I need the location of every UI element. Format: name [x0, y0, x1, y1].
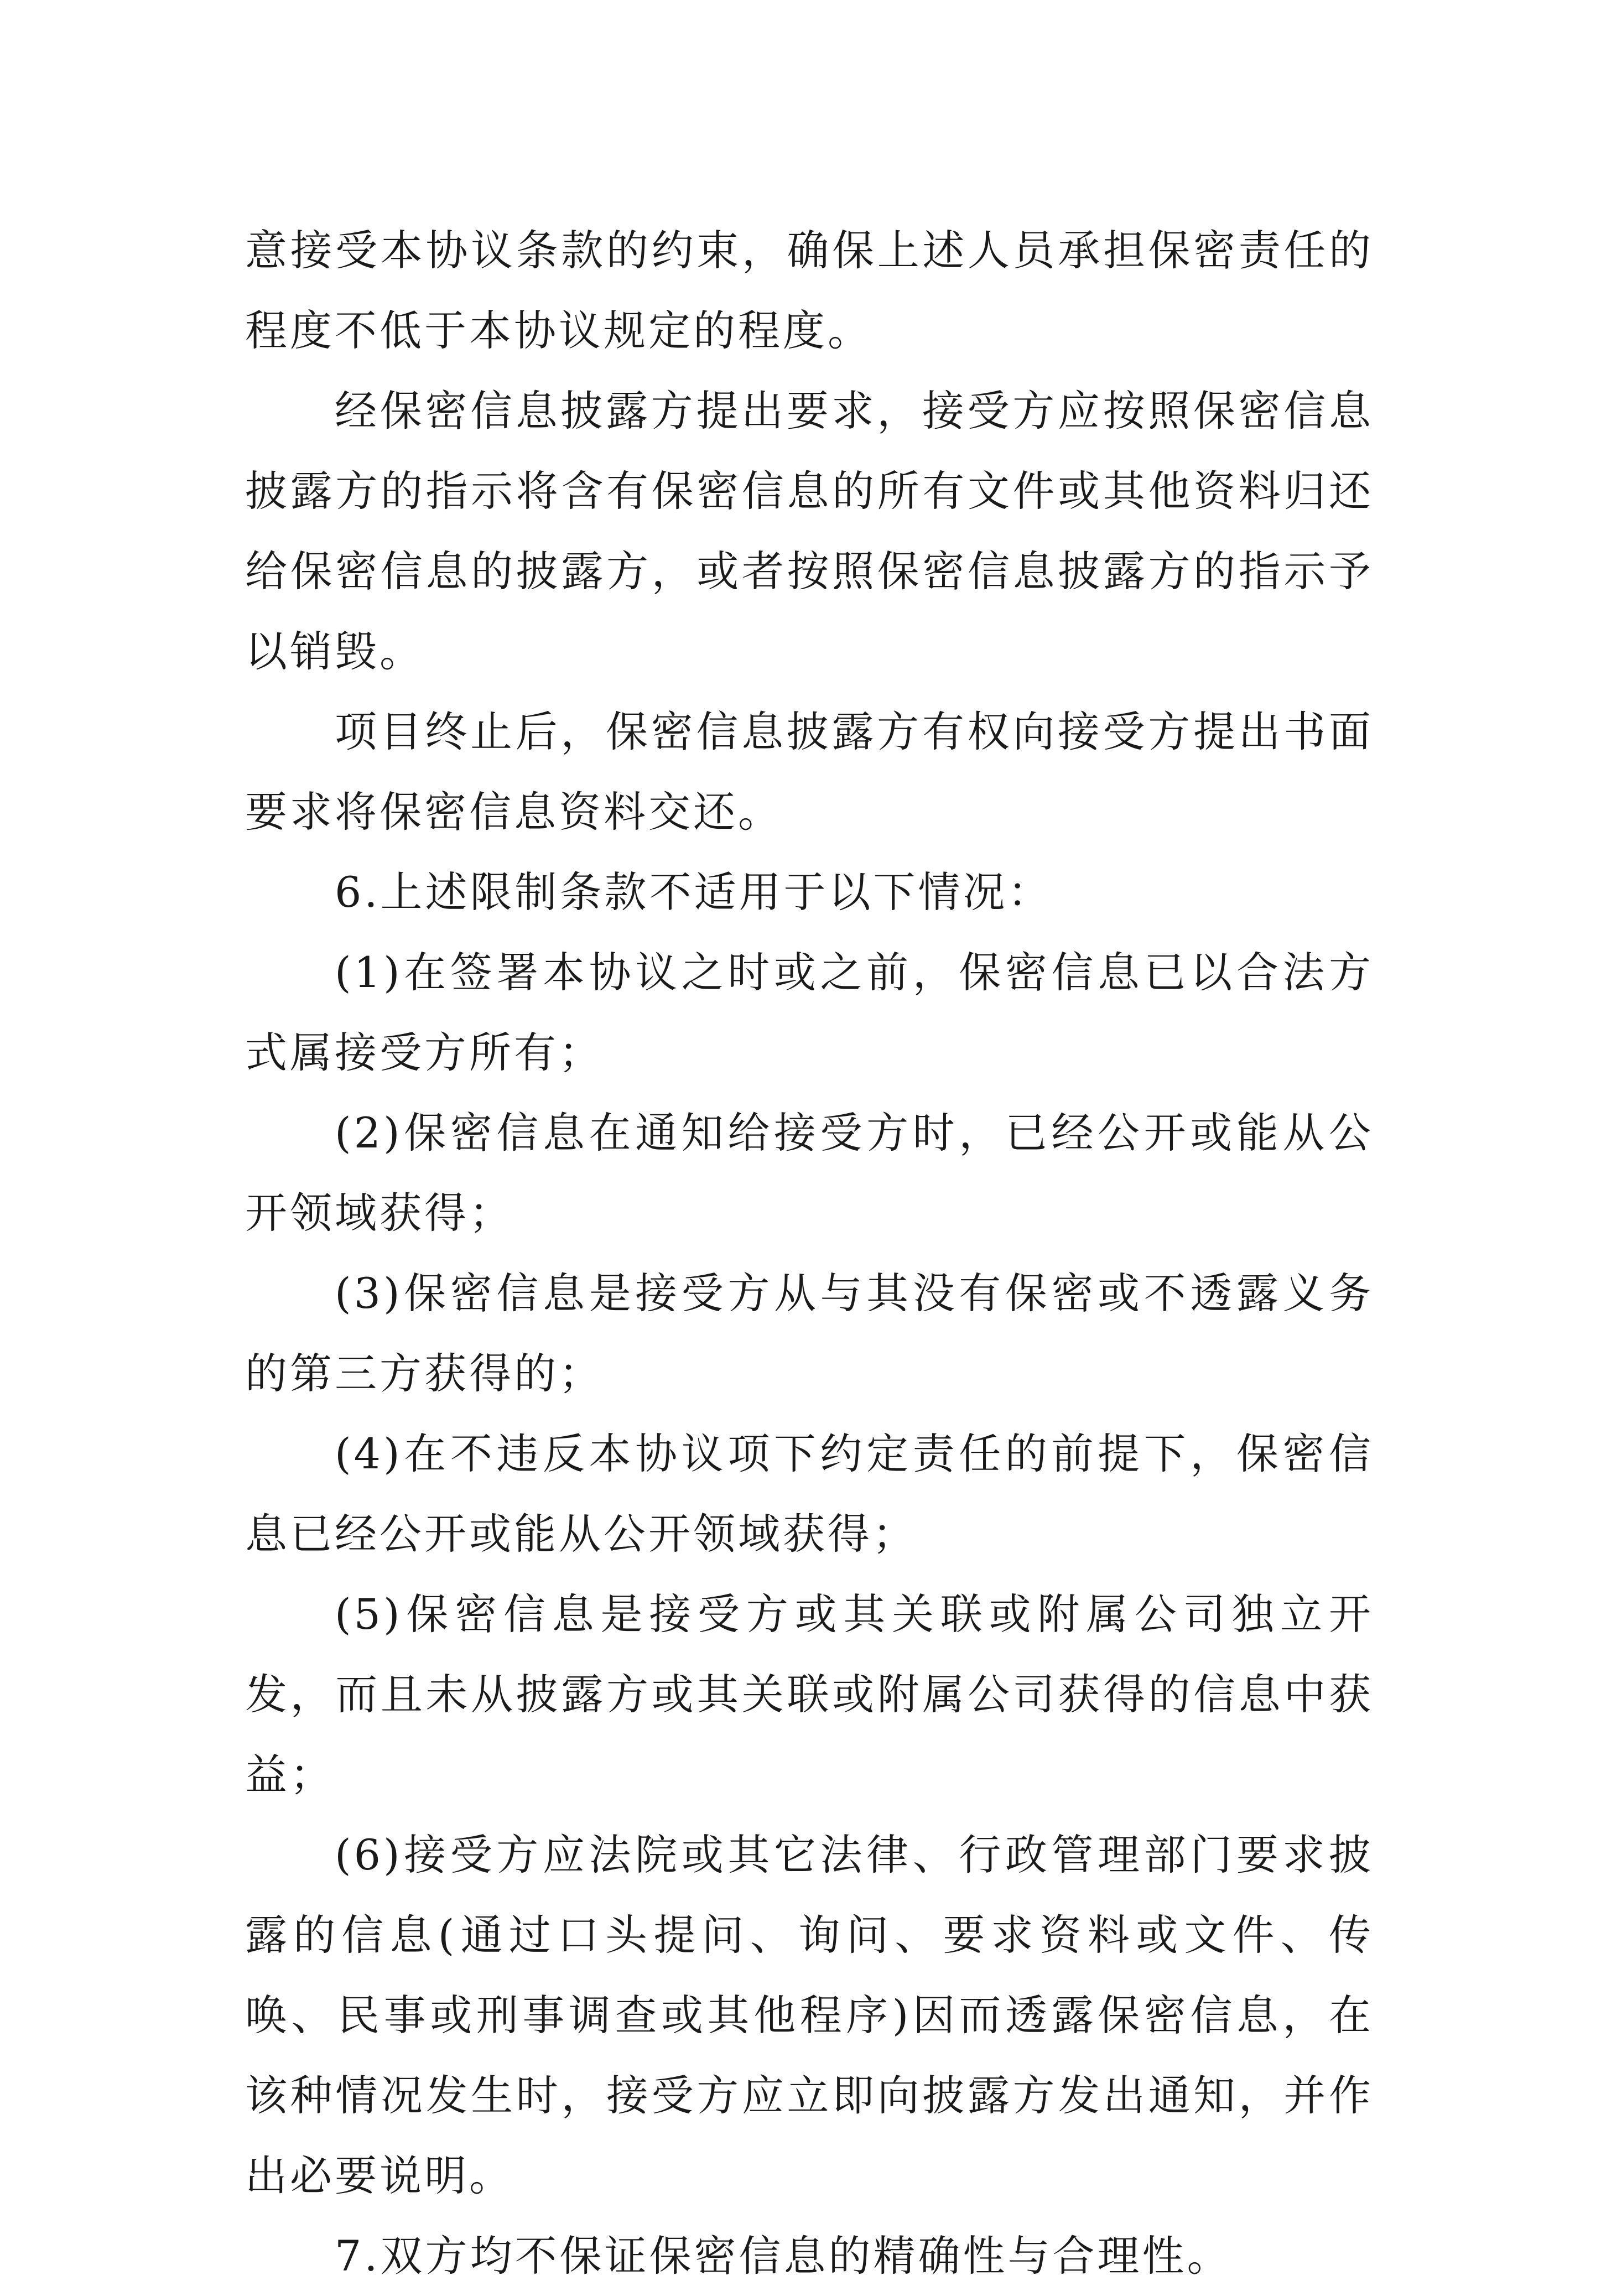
clause-6-heading: 6.上述限制条款不适用于以下情况： [335, 868, 1053, 917]
clause-6-item-6: (6)接受方应法院或其它法律、行政管理部门要求披露的信息(通过口头提问、询问、要求资料或文件、传唤、民事或刑事调查或其他程序)因而透露保密信息，在该种情况发生时，接受方应立即向披露方发出通知，并作出必要说明。 [245, 1830, 1374, 2200]
clause-6-item-2: (2)保密信息在通知给接受方时，已经公开或能从公开领域获得； [245, 1108, 1374, 1238]
document-body [245, 210, 1374, 2296]
paragraph-project-termination: 项目终止后，保密信息披露方有权向接受方提出书面要求将保密信息资料交还。 [245, 707, 1374, 837]
paragraph-continuation: 意接受本协议条款的约束，确保上述人员承担保密责任的程度不低于本协议规定的程度。 [245, 226, 1374, 355]
clause-6-item-5: (5)保密信息是接受方或其关联或附属公司独立开发，而且未从披露方或其关联或附属公司获得的信息中获益； [245, 1589, 1374, 1799]
clause-6-item-4: (4)在不违反本协议项下约定责任的前提下，保密信息已经公开或能从公开领域获得； [245, 1429, 1374, 1559]
clause-6-item-1: (1)在签署本协议之时或之前，保密信息已以合法方式属接受方所有； [245, 948, 1374, 1077]
paragraph-return-materials: 经保密信息披露方提出要求，接受方应按照保密信息披露方的指示将含有保密信息的所有文件或其他资料归还给保密信息的披露方，或者按照保密信息披露方的指示予以销毁。 [245, 386, 1374, 676]
clause-7: 7.双方均不保证保密信息的精确性与合理性。 [335, 2231, 1232, 2281]
clause-6-item-3: (3)保密信息是接受方从与其没有保密或不透露义务的第三方获得的； [245, 1269, 1374, 1398]
